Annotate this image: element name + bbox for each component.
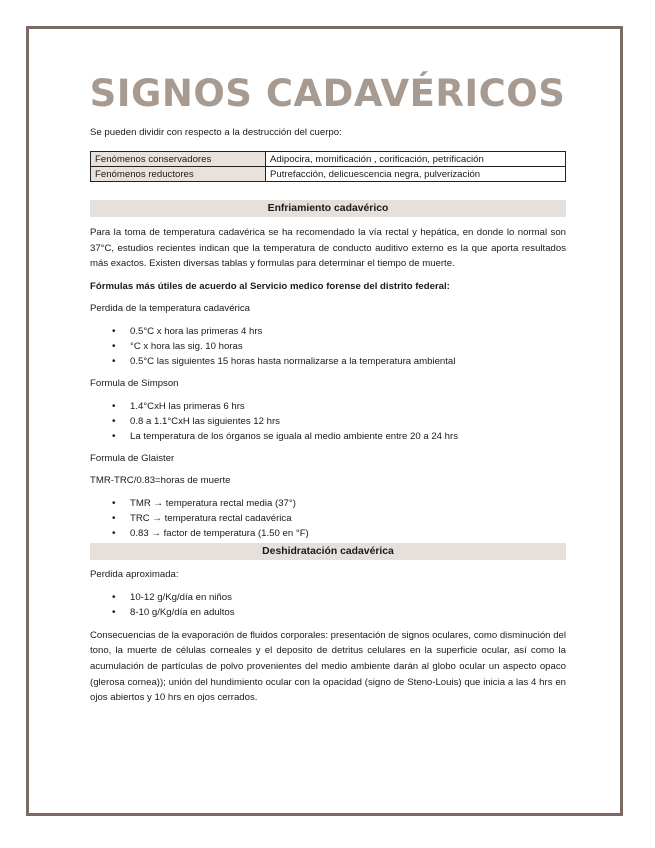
perdida-label: Perdida de la temperatura cadavérica bbox=[90, 302, 250, 314]
section-heading-enfriamiento: Enfriamiento cadavérico bbox=[90, 200, 566, 217]
section-heading-deshidratacion: Deshidratación cadavérica bbox=[90, 543, 566, 560]
document-body bbox=[90, 126, 566, 706]
table-row bbox=[91, 167, 566, 182]
perdida-list bbox=[90, 324, 566, 369]
table-cell-value: Adipocira, momificación , corificación, petrificación bbox=[266, 152, 566, 167]
glaister-list bbox=[90, 496, 566, 541]
list-item: • 8-10 g/Kg/día en adultos bbox=[90, 605, 566, 620]
intro-text: Se pueden dividir con respecto a la destrucción del cuerpo: bbox=[90, 127, 342, 138]
enfriamiento-paragraph: Para la toma de temperatura cadavérica se ha recomendado la vía rectal y hepática, en donde lo normal son 37°C, estudios recientes indican que la temperatura de conducto auditivo externo es la que aporta resultados más exactos. Existen diversas tablas y formulas para determinar el tiempo de muerte. bbox=[90, 227, 566, 270]
deshidratacion-list bbox=[90, 590, 566, 620]
table-cell-value: Putrefacción, delicuescencia negra, pulverización bbox=[266, 167, 566, 182]
list-item: • 0.8 a 1.1°CxH las siguientes 12 hrs bbox=[90, 414, 566, 429]
table-row bbox=[91, 152, 566, 167]
list-item: • TRC → temperatura rectal cadavérica bbox=[90, 511, 566, 526]
glaister-formula: TMR-TRC/0.83=horas de muerte bbox=[90, 474, 231, 486]
list-item: • La temperatura de los órganos se iguala al medio ambiente entre 20 a 24 hrs bbox=[90, 429, 566, 444]
glaister-label: Formula de Glaister bbox=[90, 452, 175, 464]
list-item: • 0.83 → factor de temperatura (1.50 en °F) bbox=[90, 526, 566, 541]
list-item: • 0.5°C x hora las primeras 4 hrs bbox=[90, 324, 566, 339]
formulas-heading: Fórmulas más útiles de acuerdo al Servicio medico forense del distrito federal: bbox=[90, 280, 450, 292]
table-cell-label: Fenómenos conservadores bbox=[91, 152, 266, 167]
list-item: • TMR → temperatura rectal media (37°) bbox=[90, 496, 566, 511]
list-item: • °C x hora las sig. 10 horas bbox=[90, 339, 566, 354]
deshidratacion-paragraph: Consecuencias de la evaporación de fluidos corporales: presentación de signos oculares, como disminución del tono, la muerte de células corneales y el deposito de detritus celulares en la superficie ocular, así como la acumulación de partículas de polvo provenientes del medio ambiente darán al globo ocular un aspecto opaco (glerosa cornea)); unión del hundimiento ocular con la opacidad (signo de Steno-Louis) que inicia a las 4 hrs en ojos abiertos y 10 hrs en ojos cerrados. bbox=[90, 629, 566, 704]
list-item: • 10-12 g/Kg/día en niños bbox=[90, 590, 566, 605]
simpson-label: Formula de Simpson bbox=[90, 377, 179, 389]
page-title: SIGNOS CADAVÉRICOS bbox=[89, 72, 566, 115]
table-cell-label: Fenómenos reductores bbox=[91, 167, 266, 182]
deshidratacion-label: Perdida aproximada: bbox=[90, 568, 179, 580]
simpson-list bbox=[90, 399, 566, 444]
phenomena-table bbox=[90, 151, 566, 182]
list-item: • 1.4°CxH las primeras 6 hrs bbox=[90, 399, 566, 414]
list-item: • 0.5°C las siguientes 15 horas hasta normalizarse a la temperatura ambiental bbox=[90, 354, 566, 369]
